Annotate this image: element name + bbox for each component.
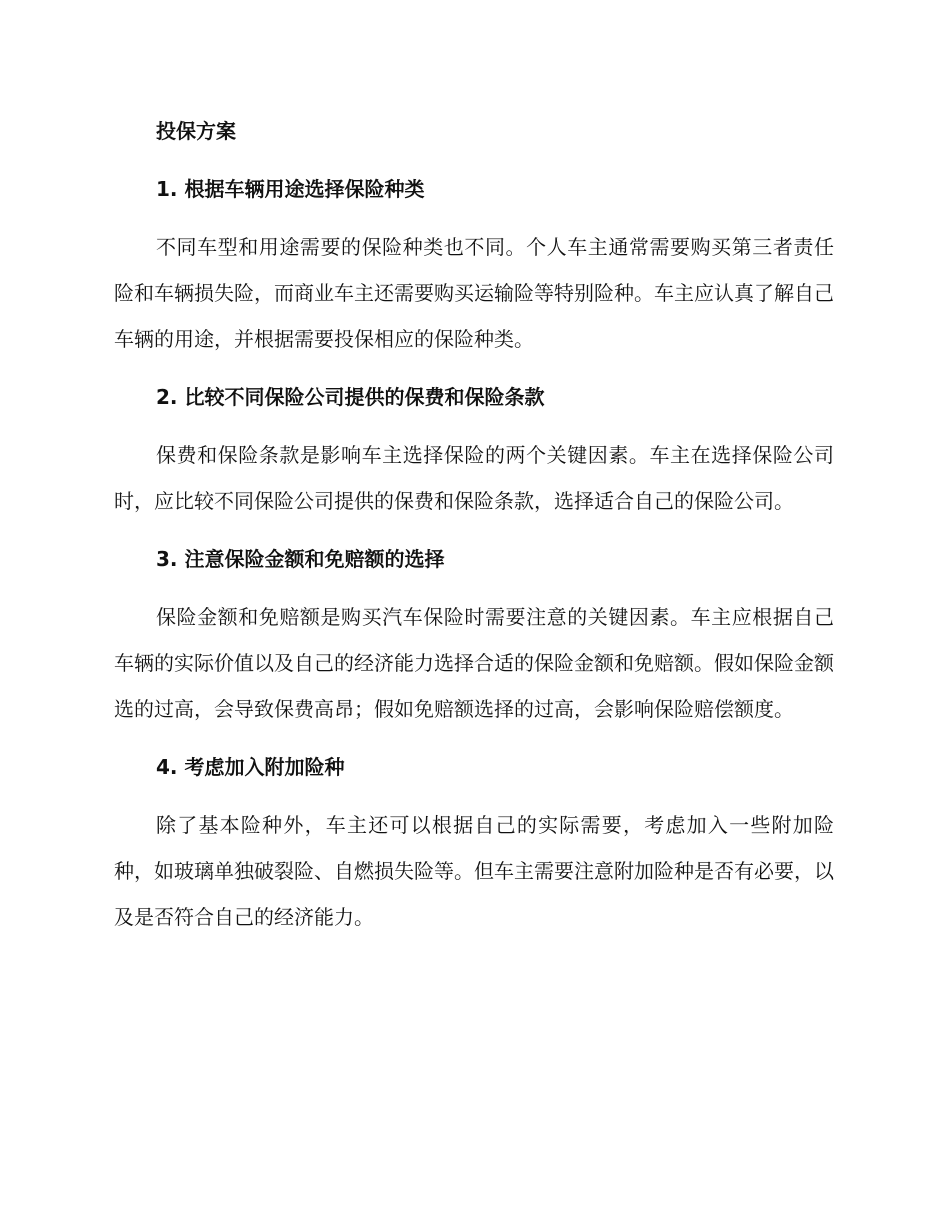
section-body: 不同车型和用途需要的保险种类也不同。个人车主通常需要购买第三者责任险和车辆损失险，而商业车主还需要购买运输险等特别险种。车主应认真了解自己车辆的用途，并根据需要投保相应的保险种类。 [114, 235, 834, 351]
section-4 [114, 744, 834, 790]
section-1 [114, 166, 834, 212]
section-heading: 2. 比较不同保险公司提供的保费和保险条款 [156, 385, 545, 409]
section-body: 保险金额和免赔额是购买汽车保险时需要注意的关键因素。车主应根据自己车辆的实际价值以及自己的经济能力选择合适的保险金额和免赔额。假如保险金额选的过高，会导致保费高昂；假如免赔额选择的过高，会影响保险赔偿额度。 [114, 605, 834, 721]
section-heading: 4. 考虑加入附加险种 [156, 755, 345, 779]
section-heading: 1. 根据车辆用途选择保险种类 [156, 177, 425, 201]
section-2 [114, 374, 834, 420]
section-body: 保费和保险条款是影响车主选择保险的两个关键因素。车主在选择保险公司时，应比较不同保险公司提供的保费和保险条款，选择适合自己的保险公司。 [114, 443, 834, 513]
section-body: 除了基本险种外，车主还可以根据自己的实际需要，考虑加入一些附加险种，如玻璃单独破裂险、自燃损失险等。但车主需要注意附加险种是否有必要，以及是否符合自己的经济能力。 [114, 813, 834, 929]
section-heading: 3. 注意保险金额和免赔额的选择 [156, 547, 445, 571]
document-page [114, 108, 834, 952]
section-3 [114, 536, 834, 582]
document-title: 投保方案 [156, 119, 236, 143]
